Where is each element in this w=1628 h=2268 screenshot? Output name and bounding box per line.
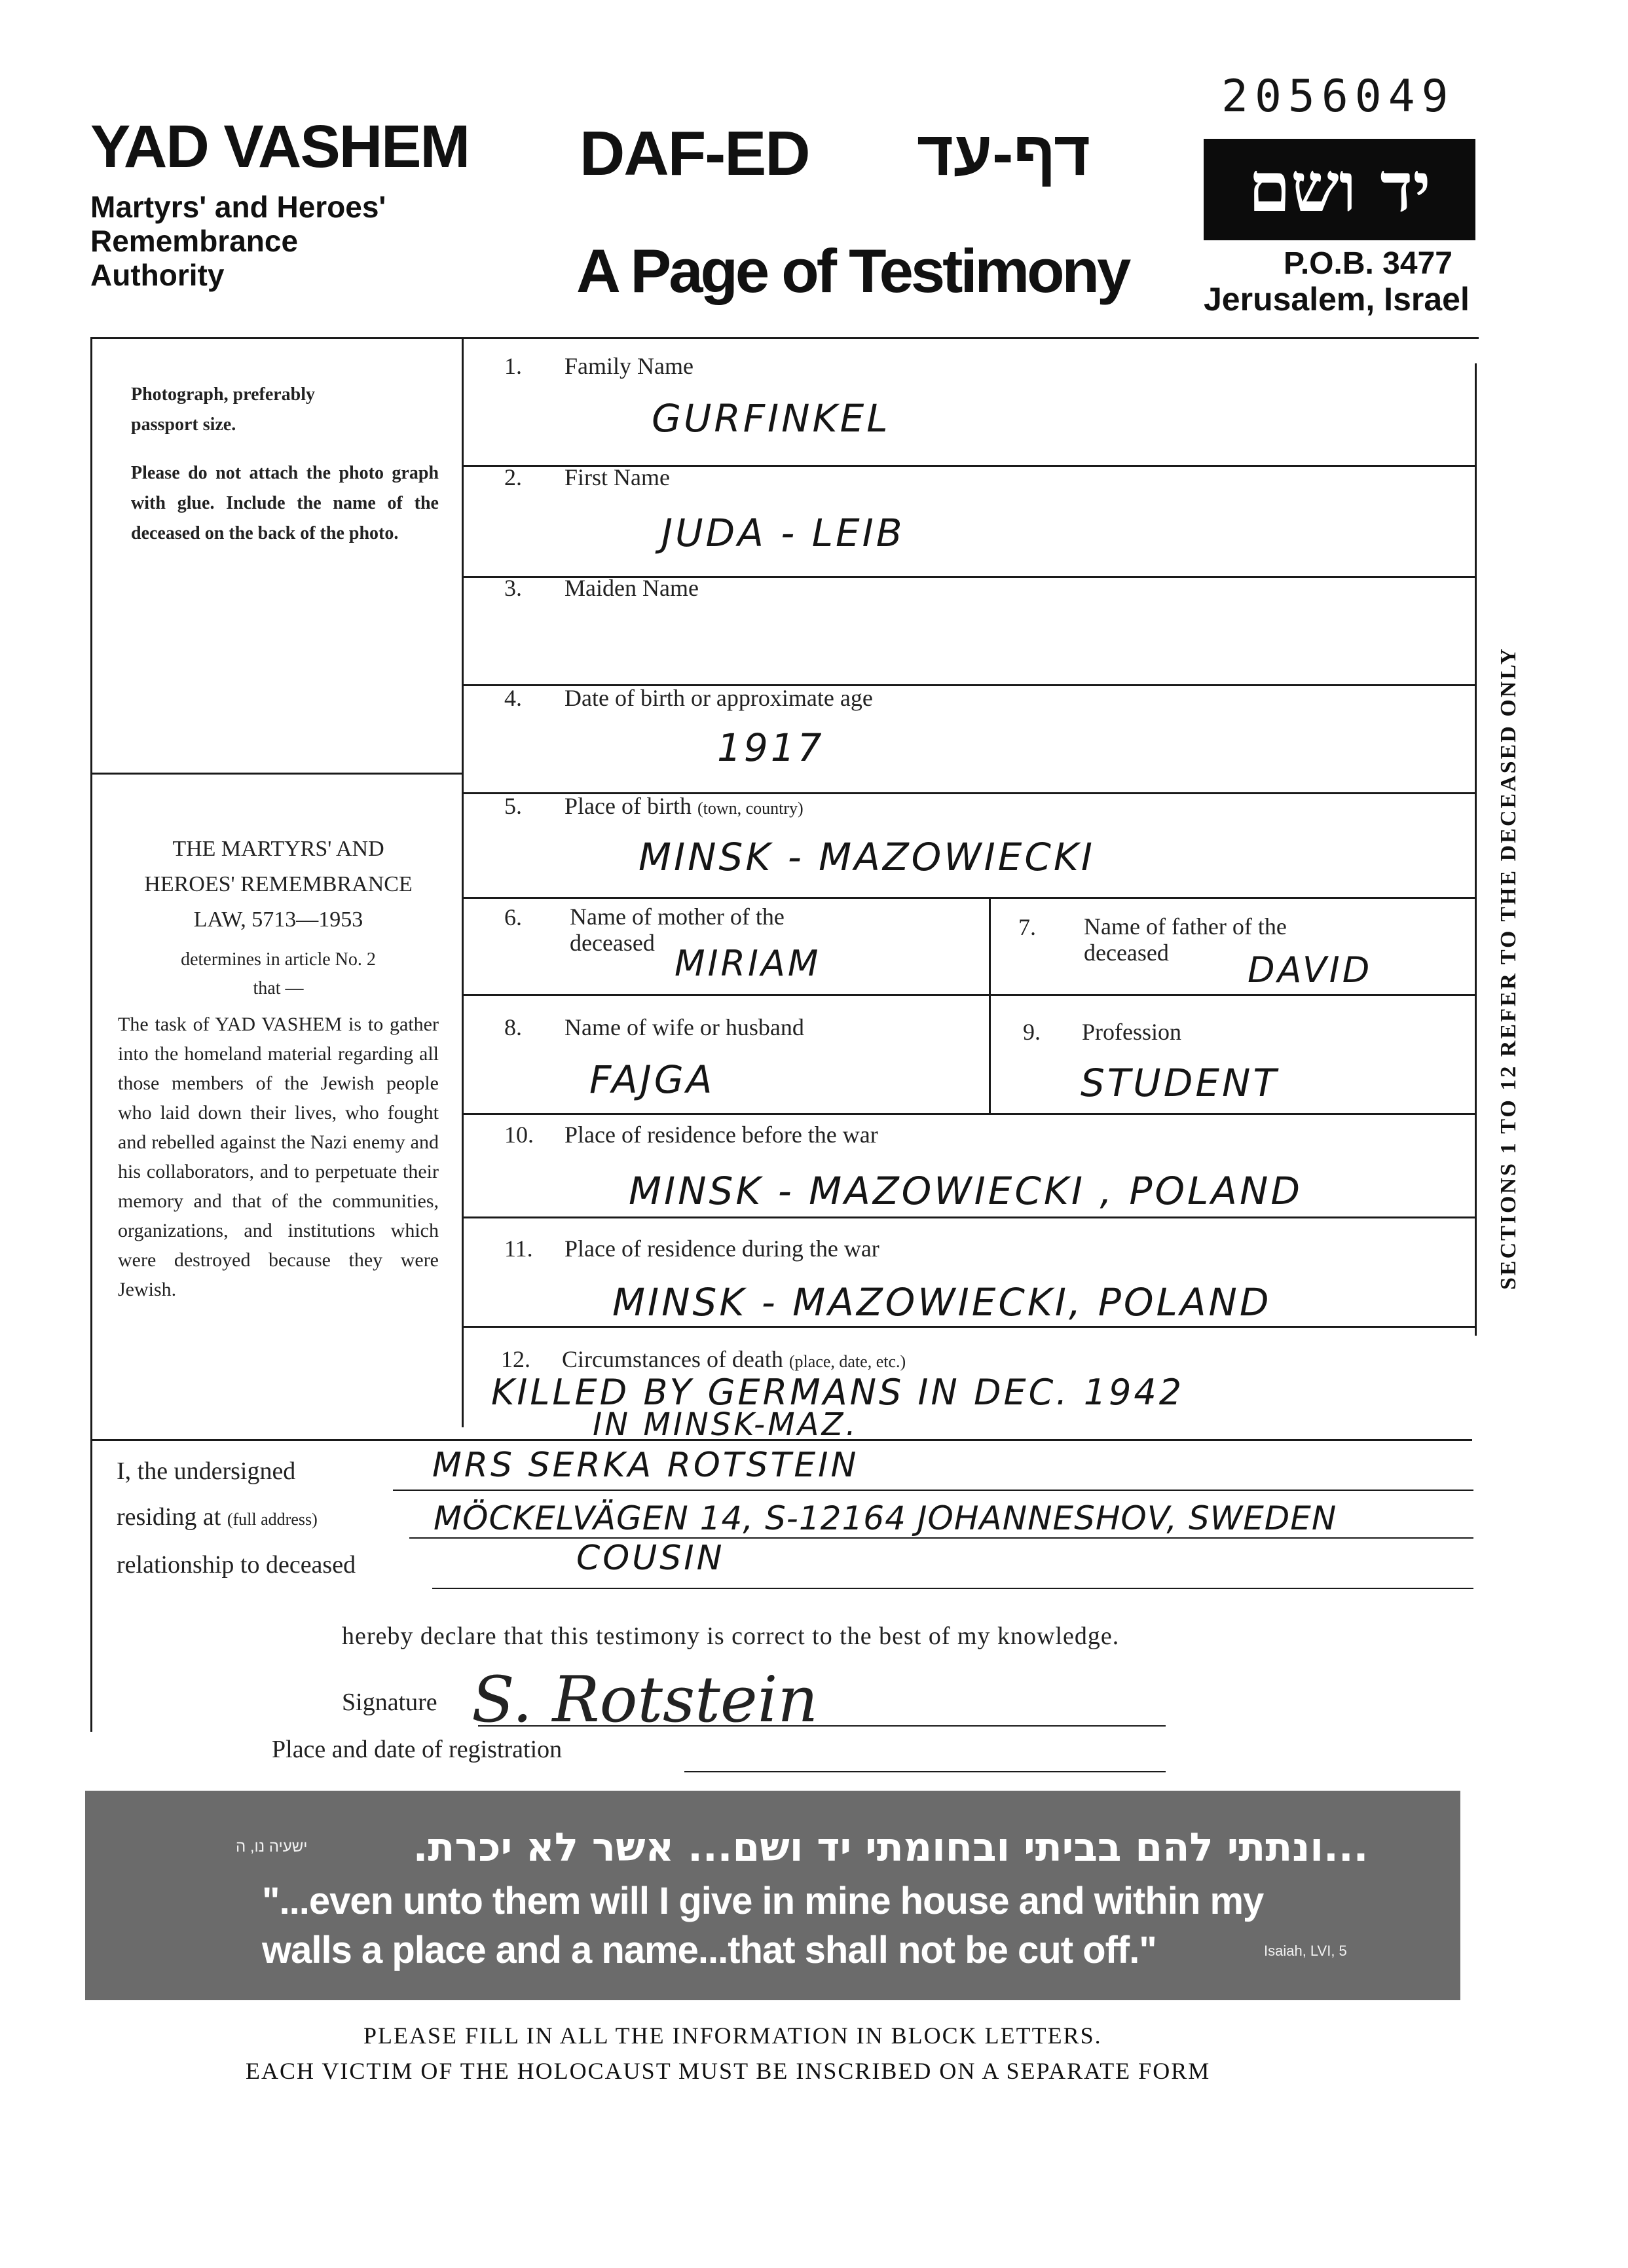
field-12-label-note: (place, date, etc.) [788, 1352, 906, 1371]
form-top-border [90, 337, 1479, 339]
form-code: DAF-ED [580, 119, 809, 189]
field-6-number: 6. [504, 904, 522, 930]
address-label [117, 1503, 318, 1531]
city: Jerusalem, Israel [1204, 281, 1470, 318]
relationship-line [432, 1588, 1473, 1589]
field-1-label: Family Name [564, 353, 694, 379]
field-3-label: Maiden Name [564, 575, 699, 601]
photo-caption-1: Photograph, preferably [131, 384, 316, 405]
undersigned-label: I, the undersigned [117, 1457, 296, 1485]
death-circumstances-line-1[interactable]: KILLED BY GERMANS IN DEC. 1942 [491, 1372, 1185, 1413]
banner-english-ref: Isaiah, LVI, 5 [1264, 1943, 1347, 1959]
field-5-label [564, 792, 804, 820]
field-5-label-text: Place of birth [564, 793, 692, 819]
org-name: YAD VASHEM [90, 113, 470, 180]
declaration-text: hereby declare that this testimony is correct to the best of my knowledge. [342, 1622, 1120, 1650]
undersigned-value[interactable]: MRS SERKA ROTSTEIN [432, 1446, 859, 1485]
photo-box [131, 380, 439, 549]
field-12-number: 12. [501, 1346, 530, 1372]
row-separator [462, 1113, 1475, 1115]
column-divider [462, 337, 464, 1427]
field-6-label-2: deceased [570, 930, 655, 956]
org-subtitle-line: Remembrance [90, 224, 299, 258]
pob: P.O.B. 3477 [1284, 246, 1452, 281]
law-that: that — [253, 978, 304, 998]
death-circumstances-line-2[interactable]: IN MINSK-MAZ. [593, 1406, 859, 1443]
law-title [118, 832, 439, 938]
relationship-label: relationship to deceased [117, 1551, 356, 1579]
address-label-text: residing at [117, 1503, 221, 1531]
field-11-label: Place of residence during the war [564, 1235, 879, 1262]
banner-hebrew: ...ונתתי להם בביתי ובחומתי יד ושם... אשר לא יכרת. [413, 1825, 1369, 1871]
field-2-number: 2. [504, 464, 522, 490]
undersigned-line [393, 1490, 1473, 1491]
law-title-2: HEROES' REMEMBRANCE [144, 872, 413, 896]
org-subtitle-line: Authority [90, 258, 225, 292]
org-subtitle [90, 190, 386, 292]
law-article: determines in article No. 2 [181, 949, 376, 970]
column-divider-8-9 [989, 994, 991, 1113]
field-12-label-text: Circumstances of death [562, 1346, 783, 1372]
signature-label: Signature [342, 1689, 437, 1716]
banner-hebrew-ref: ישעיה נו, ה [236, 1838, 308, 1856]
column-divider-6-7 [989, 897, 991, 994]
field-7-label-1: Name of father of the [1084, 913, 1287, 940]
field-2-label: First Name [564, 464, 670, 490]
residence-before-war-value[interactable]: MINSK - MAZOWIECKI , POLAND [629, 1169, 1303, 1213]
field-5-number: 5. [504, 793, 522, 819]
signature-value[interactable]: S. Rotstein [472, 1663, 819, 1736]
photo-instructions: Please do not attach the photo graph with glue. Include the name of the deceased on the back of the photo. [131, 463, 439, 543]
mother-name-value[interactable]: MIRIAM [675, 943, 821, 984]
law-title-1: THE MARTYRS' AND [172, 837, 384, 861]
footer-line-1: PLEASE FILL IN ALL THE INFORMATION IN BLOCK LETTERS. [363, 2022, 1102, 2049]
field-7-label-2: deceased [1084, 940, 1169, 966]
law-box [118, 832, 439, 1304]
field-1-number: 1. [504, 353, 522, 379]
banner-english-1: "...even unto them will I give in mine house and within my [262, 1880, 1264, 1922]
address-label-note: (full address) [227, 1510, 318, 1529]
registration-line [684, 1771, 1166, 1772]
footer-line-2: EACH VICTIM OF THE HOLOCAUST MUST BE INSCRIBED ON A SEPARATE FORM [246, 2058, 1211, 2084]
first-name-value[interactable]: JUDA - LEIB [661, 511, 905, 555]
field-8-label: Name of wife or husband [564, 1014, 804, 1040]
field-10-number: 10. [504, 1122, 534, 1148]
field-7-number: 7. [1018, 914, 1036, 940]
family-name-value[interactable]: GURFINKEL [652, 396, 891, 441]
photo-box-bottom [90, 773, 462, 775]
yad-vashem-logo [1204, 139, 1475, 240]
law-body: The task of YAD VASHEM is to gather into the homeland material regarding all those members of the Jewish people who laid down their lives, who fought and rebelled against the Nazi enemy and his collaborators, and to perpetuate their memory and that of the communities, organizations, and institutions which were destroyed because they were Jewish. [118, 1014, 439, 1300]
field-4-number: 4. [504, 685, 522, 711]
birth-year-value[interactable]: 1917 [717, 725, 824, 770]
field-9-label: Profession [1082, 1019, 1181, 1045]
relationship-value[interactable]: COUSIN [576, 1539, 725, 1578]
residence-during-war-value[interactable]: MINSK - MAZOWIECKI, POLAND [612, 1280, 1272, 1325]
law-title-3: LAW, 5713—1953 [193, 907, 363, 932]
registration-label: Place and date of registration [272, 1736, 563, 1763]
birth-place-value[interactable]: MINSK - MAZOWIECKI [638, 835, 1096, 879]
quote-banner [85, 1791, 1460, 2000]
serial-number: 2056049 [1221, 71, 1455, 122]
profession-value[interactable]: STUDENT [1081, 1061, 1279, 1105]
field-5-label-note: (town, country) [697, 799, 804, 818]
org-subtitle-line: Martyrs' and Heroes' [90, 190, 386, 224]
form-right-border [1475, 363, 1477, 1336]
row-separator [462, 994, 1475, 996]
banner-english-2: walls a place and a name...that shall not be cut off." [262, 1929, 1156, 1971]
field-12-label [562, 1345, 906, 1373]
field-10-label: Place of residence before the war [564, 1122, 878, 1148]
field-4-label: Date of birth or approximate age [564, 685, 873, 711]
field-9-number: 9. [1023, 1019, 1041, 1045]
logo-hebrew: יד ושם [1248, 147, 1431, 227]
form-title: A Page of Testimony [576, 236, 1129, 305]
form-code-hebrew: דף-עד [917, 119, 1090, 189]
address-value[interactable]: MÖCKELVÄGEN 14, S-12164 JOHANNESHOV, SWEDEN [434, 1499, 1337, 1537]
father-name-value[interactable]: DAVID [1248, 949, 1373, 991]
form-left-border [90, 337, 92, 1732]
row-separator [462, 1326, 1475, 1328]
row-separator [462, 1216, 1475, 1218]
field-3-number: 3. [504, 575, 522, 601]
photo-caption-2: passport size. [131, 414, 236, 435]
field-6-label-1: Name of mother of the [570, 904, 785, 930]
field-8-number: 8. [504, 1014, 522, 1040]
row-separator [462, 897, 1475, 899]
address-line [409, 1537, 1473, 1539]
side-note: SECTIONS 1 TO 12 REFER TO THE DECEASED ONLY [1496, 646, 1521, 1290]
field-11-number: 11. [504, 1235, 533, 1262]
spouse-name-value[interactable]: FAJGA [589, 1057, 715, 1102]
